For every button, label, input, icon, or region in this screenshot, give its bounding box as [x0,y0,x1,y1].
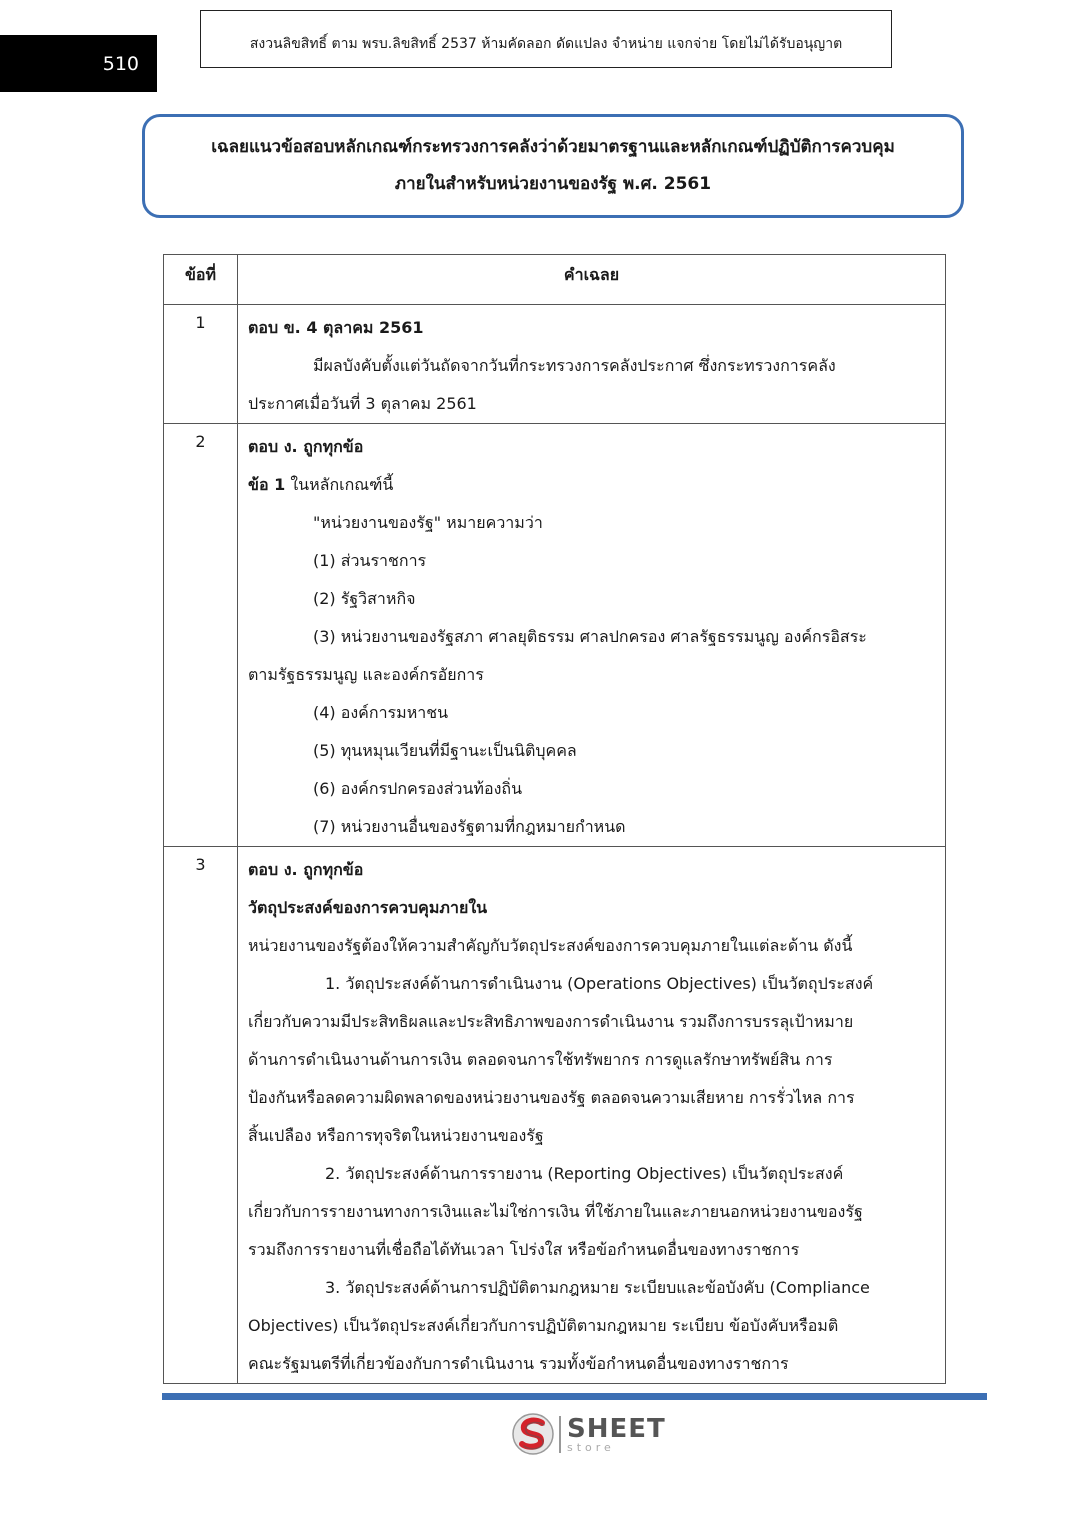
answer-line: ด้านการดำเนินงานด้านการเงิน ตลอดจนการใช้ทรัพยากร การดูแลรักษาทรัพย์สิน การ [248,1050,833,1069]
clause-label: ข้อ 1 [248,475,286,494]
row-number: 1 [164,305,238,424]
answer-cell [238,305,946,424]
answer-line: ประกาศเมื่อวันที่ 3 ตุลาคม 2561 [248,394,477,413]
footer-divider [162,1393,987,1400]
table-header-row [164,255,946,305]
sheet-store-logo [511,1412,666,1456]
answer-label: ตอบ ข. 4 ตุลาคม 2561 [248,318,424,337]
table-row [164,424,946,847]
answer-line: ป้องกันหรือลดความผิดพลาดของหน่วยงานของรัฐ ตลอดจนความเสียหาย การรั่วไหล การ [248,1088,855,1107]
list-item: (5) ทุนหมุนเวียนที่มีฐานะเป็นนิติบุคคล [313,741,577,760]
list-item: (3) หน่วยงานของรัฐสภา ศาลยุติธรรม ศาลปกครอง ศาลรัฐธรรมนูญ องค์กรอิสระ [313,627,867,646]
copyright-notice: สงวนลิขสิทธิ์ ตาม พรบ.ลิขสิทธิ์ 2537 ห้ามคัดลอก ดัดแปลง จำหน่าย แจกจ่าย โดยไม่ได้รับอนุญาต [200,10,892,68]
answer-line: 1. วัตถุประสงค์ด้านการดำเนินงาน (Operations Objectives) เป็นวัตถุประสงค์ [325,974,874,993]
answer-line: สิ้นเปลือง หรือการทุจริตในหน่วยงานของรัฐ [248,1126,544,1145]
clause-text: ในหลักเกณฑ์นี้ [290,475,394,494]
list-item: (6) องค์กรปกครองส่วนท้องถิ่น [313,779,522,798]
logo-sub: store [567,1440,615,1454]
answer-line: รวมถึงการรายงานที่เชื่อถือได้ทันเวลา โปร่งใส หรือข้อกำหนดอื่นของทางราชการ [248,1240,800,1259]
answer-cell [238,847,946,1384]
answer-line: ตามรัฐธรรมนูญ และองค์กรอัยการ [248,665,484,684]
list-item: (4) องค์การมหาชน [313,703,449,722]
list-item: (1) ส่วนราชการ [313,551,427,570]
answer-line: คณะรัฐมนตรีที่เกี่ยวข้องกับการดำเนินงาน รวมทั้งข้อกำหนดอื่นของทางราชการ [248,1354,789,1373]
row-number: 2 [164,424,238,847]
table-row [164,305,946,424]
title-line-1: เฉลยแนวข้อสอบหลักเกณฑ์กระทรวงการคลังว่าด้วยมาตรฐานและหลักเกณฑ์ปฏิบัติการควบคุม [211,137,895,157]
row-number: 3 [164,847,238,1384]
table-row [164,847,946,1384]
section-heading: วัตถุประสงค์ของการควบคุมภายใน [248,898,488,917]
answer-line: 2. วัตถุประสงค์ด้านการรายงาน (Reporting Objectives) เป็นวัตถุประสงค์ [325,1164,844,1183]
answer-line: มีผลบังคับตั้งแต่วันถัดจากวันที่กระทรวงการคลังประกาศ ซึ่งกระทรวงการคลัง [313,356,836,375]
sheet-logo-icon [511,1412,555,1456]
list-item: (7) หน่วยงานอื่นของรัฐตามที่กฎหมายกำหนด [313,817,626,836]
answer-line: "หน่วยงานของรัฐ" หมายความว่า [313,513,543,532]
answer-line: 3. วัตถุประสงค์ด้านการปฏิบัติตามกฎหมาย ระเบียบและข้อบังคับ (Compliance [325,1278,870,1297]
answer-label: ตอบ ง. ถูกทุกข้อ [248,437,364,456]
answer-line: Objectives) เป็นวัตถุประสงค์เกี่ยวกับการปฏิบัติตามกฎหมาย ระเบียบ ข้อบังคับหรือมติ [248,1316,839,1335]
answer-table [163,254,946,1384]
answer-line: เกี่ยวกับความมีประสิทธิผลและประสิทธิภาพของการดำเนินงาน รวมถึงการบรรลุเป้าหมาย [248,1012,854,1031]
list-item: (2) รัฐวิสาหกิจ [313,589,416,608]
title-line-2: ภายในสำหรับหน่วยงานของรัฐ พ.ศ. 2561 [394,174,712,194]
header-answer: คำเฉลย [238,255,946,305]
answer-line: หน่วยงานของรัฐต้องให้ความสำคัญกับวัตถุประสงค์ของการควบคุมภายในแต่ละด้าน ดังนี้ [248,936,853,955]
header-number: ข้อที่ [164,255,238,305]
page-number: 510 [0,35,157,92]
answer-cell [238,424,946,847]
answer-line: เกี่ยวกับการรายงานทางการเงินและไม่ใช่การเงิน ที่ใช้ภายในและภายนอกหน่วยงานของรัฐ [248,1202,863,1221]
logo-name: SHEET [567,1413,666,1444]
answer-label: ตอบ ง. ถูกทุกข้อ [248,860,364,879]
document-title-box [142,114,964,218]
clause-line [248,466,933,504]
